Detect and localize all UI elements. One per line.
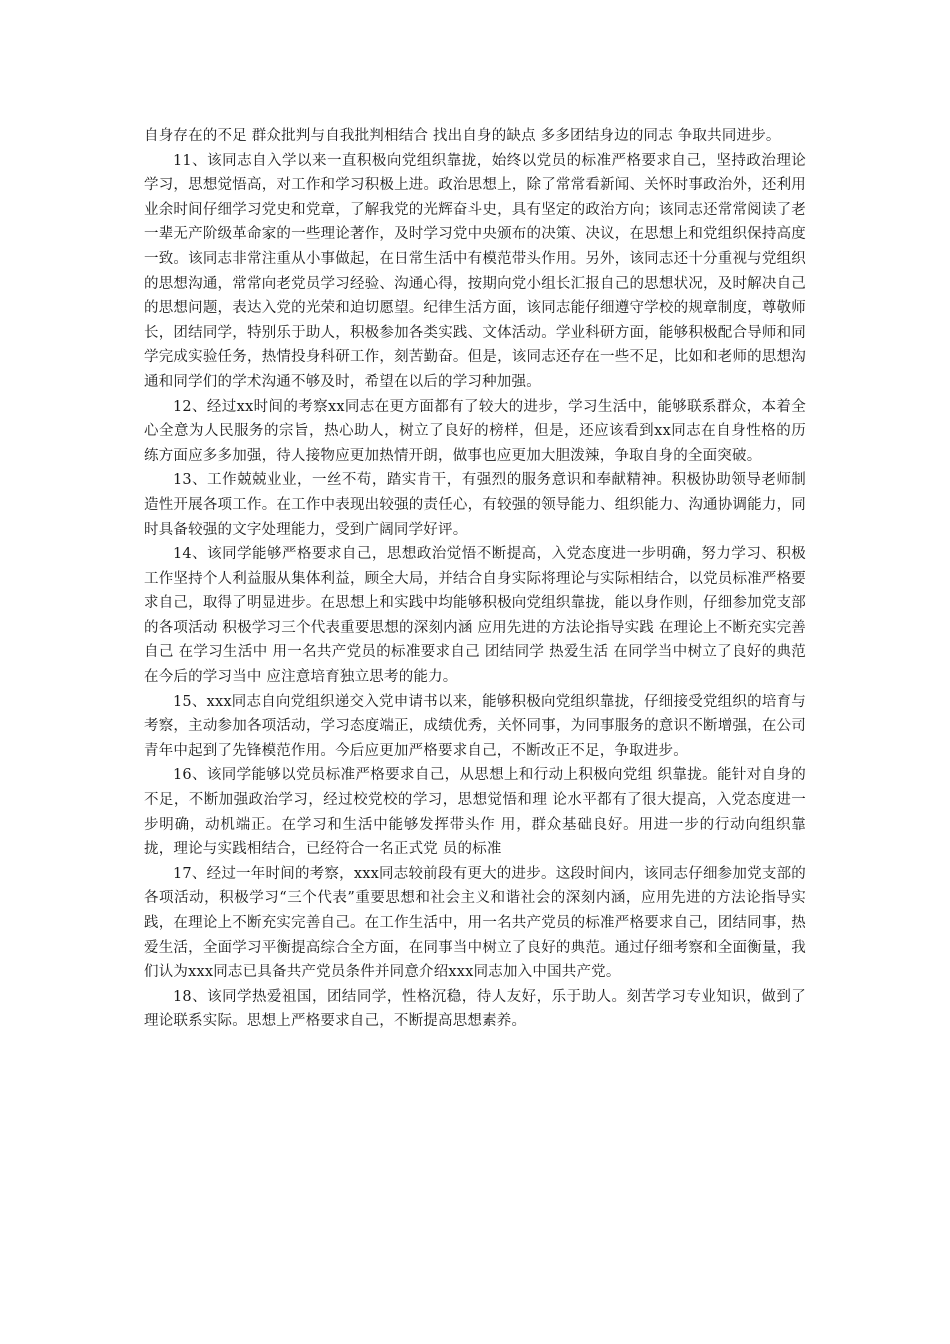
paragraph-continuation: 自身存在的不足 群众批判与自我批判相结合 找出自身的缺点 多多团结身边的同志 争取共同进步。 bbox=[144, 128, 781, 144]
paragraph-11: 11、该同志自入学以来一直积极向党组织靠拢，始终以党员的标准严格要求自己，坚持政治理论学习，思想觉悟高，对工作和学习积极上进。政治思想上，除了常常看新闻、关怀时事政治外，还利用业余时间仔细学习党史和党章，了解我党的光辉奋斗史，具有坚定的政治方向；该同志还常常阅读了老一辈无产阶级革命家的一些理论著作，及时学习党中央颁布的决策、决议，在思想上和党组织保持高度一致。该同志非常注重从小事做起，在日常生活中有模范带头作用。另外，该同志还十分重视与党组织的思想沟通，常常向老党员学习经验、沟通心得，按期向党小组长汇报自己的思想状况，及时解决自己的思想问题，表达入党的光荣和迫切愿望。纪律生活方面，该同志能仔细遵守学校的规章制度，尊敬师长，团结同学，特别乐于助人，积极参加各类实践、文体活动。学业科研方面，能够积极配合导师和同学完成实验任务，热情投身科研工作，刻苦勤奋。但是，该同志还存在一些不足，比如和老师的思想沟通和同学们的学术沟通不够及时，希望在以后的学习种加强。 bbox=[144, 152, 806, 390]
document-body bbox=[144, 124, 806, 1034]
paragraph-13: 13、工作兢兢业业，一丝不苟，踏实肯干，有强烈的服务意识和奉献精神。积极协助领导老师制造性开展各项工作。在工作中表现出较强的责任心，有较强的领导能力、组织能力、沟通协调能力，同时具备较强的文字处理能力，受到广阔同学好评。 bbox=[144, 472, 806, 538]
paragraph-17: 17、经过一年时间的考察，xxx同志较前段有更大的进步。这段时间内，该同志仔细参加党支部的各项活动，积极学习“三个代表”重要思想和社会主义和谐社会的深刻内涵，应用先进的方法论指导实践，在理论上不断充实完善自己。在工作生活中，用一名共产党员的标准严格要求自己，团结同事，热爱生活，全面学习平衡提高综合全方面，在同事当中树立了良好的典范。通过仔细考察和全面衡量，我们认为xxx同志已具备共产党员条件并同意介绍xxx同志加入中国共产党。 bbox=[144, 865, 806, 981]
paragraph-14: 14、该同学能够严格要求自己，思想政治觉悟不断提高，入党态度进一步明确，努力学习、积极工作坚持个人利益服从集体利益，顾全大局，并结合自身实际将理论与实际相结合，以党员标准严格要求自己，取得了明显进步。在思想上和实践中均能够积极向党组织靠拢，能以身作则，仔细参加党支部的各项活动 积极学习三个代表重要思想的深刻内涵 应用先进的方法论指导实践 在理论上不断充实完善自己 在学习生活中 用一名共产党员的标准要求自己 团结同学 热爱生活 在同学当中树立了良好的典范 在今后的学习当中 应注意培育独立思考的能力。 bbox=[144, 546, 806, 686]
paragraph-15: 15、xxx同志自向党组织递交入党申请书以来，能够积极向党组织靠拢，仔细接受党组织的培育与考察，主动参加各项活动，学习态度端正，成绩优秀，关怀同事，为同事服务的意识不断增强，在公司青年中起到了先锋模范作用。今后应更加严格要求自己，不断改正不足，争取进步。 bbox=[144, 693, 806, 759]
paragraph-16: 16、该同学能够以党员标准严格要求自己，从思想上和行动上积极向党组 织靠拢。能针对自身的不足，不断加强政治学习，经过校党校的学习，思想觉悟和理 论水平都有了很大提高，入党态度进一步明确，动机端正。在学习和生活中能够发挥带头作 用，群众基础良好。用进一步的行动向组织靠拢，理论与实践相结合，已经符合一名正式党 员的标准 bbox=[144, 767, 806, 858]
paragraph-12: 12、经过xx时间的考察xx同志在更方面都有了较大的进步，学习生活中，能够联系群众，本着全心全意为人民服务的宗旨，热心助人，树立了良好的榜样，但是，还应该看到xx同志在自身性格的历练方面应多多加强，待人接物应更加热情开朗，做事也应更加大胆泼辣，争取自身的全面突破。 bbox=[144, 398, 806, 464]
paragraph-18: 18、该同学热爱祖国，团结同学，性格沉稳，待人友好，乐于助人。刻苦学习专业知识，做到了理论联系实际。思想上严格要求自己，不断提高思想素养。 bbox=[144, 988, 806, 1030]
